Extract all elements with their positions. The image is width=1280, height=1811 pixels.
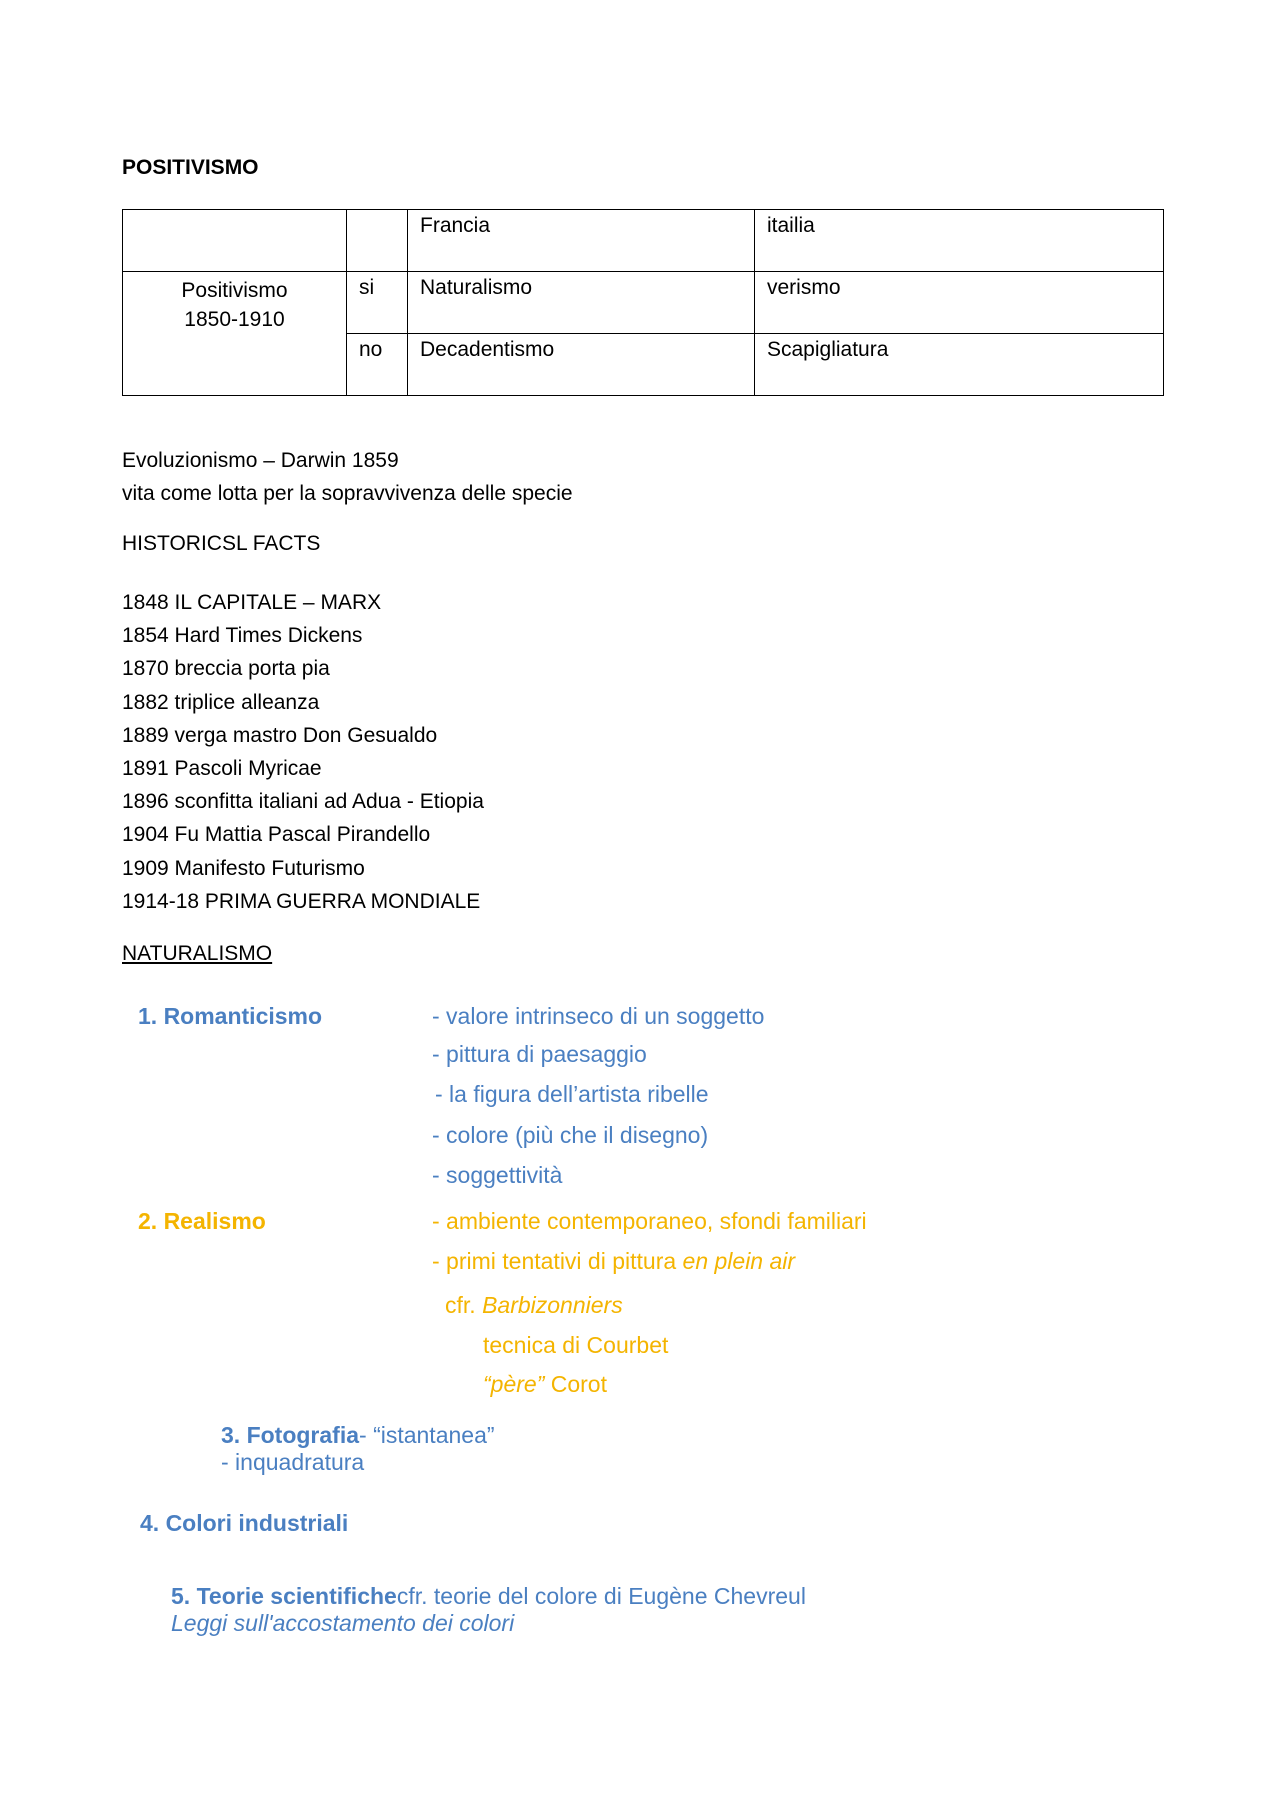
naturalismo-heading: NATURALISMO (122, 942, 273, 965)
table-cell-italia: Scapigliatura (755, 334, 1164, 396)
list-item: 1848 IL CAPITALE – MARX (122, 591, 382, 614)
item-text-italic: “père” (483, 1371, 545, 1397)
list-item: 1882 triplice alleanza (122, 690, 320, 714)
list-item: - valore intrinseco di un soggetto (432, 1003, 765, 1029)
list-item: 1889 verga mastro Don Gesualdo (122, 723, 438, 747)
fotografia-title: 3. Fotografia (221, 1422, 360, 1448)
fotografia-line (221, 1422, 495, 1449)
page-title: POSITIVISMO (122, 156, 259, 179)
row-label-line1: Positivismo (181, 279, 288, 302)
row-label-line2: 1850-1910 (184, 308, 285, 331)
list-item: - colore (più che il disegno) (432, 1122, 709, 1148)
list-item (445, 1292, 623, 1319)
table-cell (123, 210, 347, 272)
list-item: 1870 breccia porta pia (122, 657, 330, 681)
table-cell-italia: itailia (755, 210, 1164, 272)
item-text-italic: en plein air (682, 1248, 796, 1274)
table-cell-francia: Decadentismo (408, 334, 755, 396)
list-item: - la figura dell’artista ribelle (435, 1081, 709, 1107)
list-item (483, 1371, 607, 1398)
evolution-block (122, 444, 573, 510)
colori-title: 4. Colori industriali (140, 1510, 349, 1536)
romanticismo-title: 1. Romanticismo (138, 1003, 323, 1029)
evolution-line: Evoluzionismo – Darwin 1859 (122, 449, 399, 472)
table-cell-francia: Naturalismo (408, 272, 755, 334)
list-item: 1854 Hard Times Dickens (122, 624, 363, 648)
facts-list (122, 586, 484, 918)
list-item: - soggettività (432, 1162, 563, 1188)
table-cell-answer: si (347, 272, 408, 334)
list-item: 1896 sconfitta italiani ad Adua - Etiopia (122, 790, 484, 814)
teorie-title: 5. Teorie scientifiche (171, 1583, 397, 1609)
list-item: - inquadratura (221, 1449, 365, 1475)
item-text: - “istantanea” (359, 1422, 495, 1448)
list-item: Leggi sull'accostamento dei colori (171, 1610, 515, 1636)
item-text: Corot (544, 1371, 607, 1397)
list-item: 1904 Fu Mattia Pascal Pirandello (122, 823, 431, 847)
table-cell (347, 210, 408, 272)
row-label-cell (123, 272, 347, 396)
list-item: tecnica di Courbet (483, 1332, 669, 1358)
item-text: cfr. (445, 1292, 483, 1318)
table-row (123, 272, 1164, 334)
item-text: cfr. teorie del colore di Eugène Chevreul (396, 1583, 806, 1609)
list-item (432, 1248, 795, 1275)
item-text: - primi tentativi di pittura (432, 1248, 683, 1274)
positivismo-table (122, 209, 1164, 396)
list-item: - pittura di paesaggio (432, 1041, 647, 1067)
teorie-line (171, 1583, 806, 1610)
item-text-italic: Barbizonniers (482, 1292, 623, 1318)
realismo-title: 2. Realismo (138, 1208, 266, 1234)
historical-heading: HISTORICSL FACTS (122, 532, 321, 555)
list-item: 1891 Pascoli Myricae (122, 757, 322, 781)
list-item: 1914-18 PRIMA GUERRA MONDIALE (122, 889, 481, 913)
table-cell-italia: verismo (755, 272, 1164, 334)
list-item: - ambiente contemporaneo, sfondi familiari (432, 1208, 867, 1234)
list-item: 1909 Manifesto Futurismo (122, 856, 365, 880)
table-header-row (123, 210, 1164, 272)
table-cell-francia: Francia (408, 210, 755, 272)
table-cell-answer: no (347, 334, 408, 396)
evolution-line: vita come lotta per la sopravvivenza delle specie (122, 482, 573, 505)
